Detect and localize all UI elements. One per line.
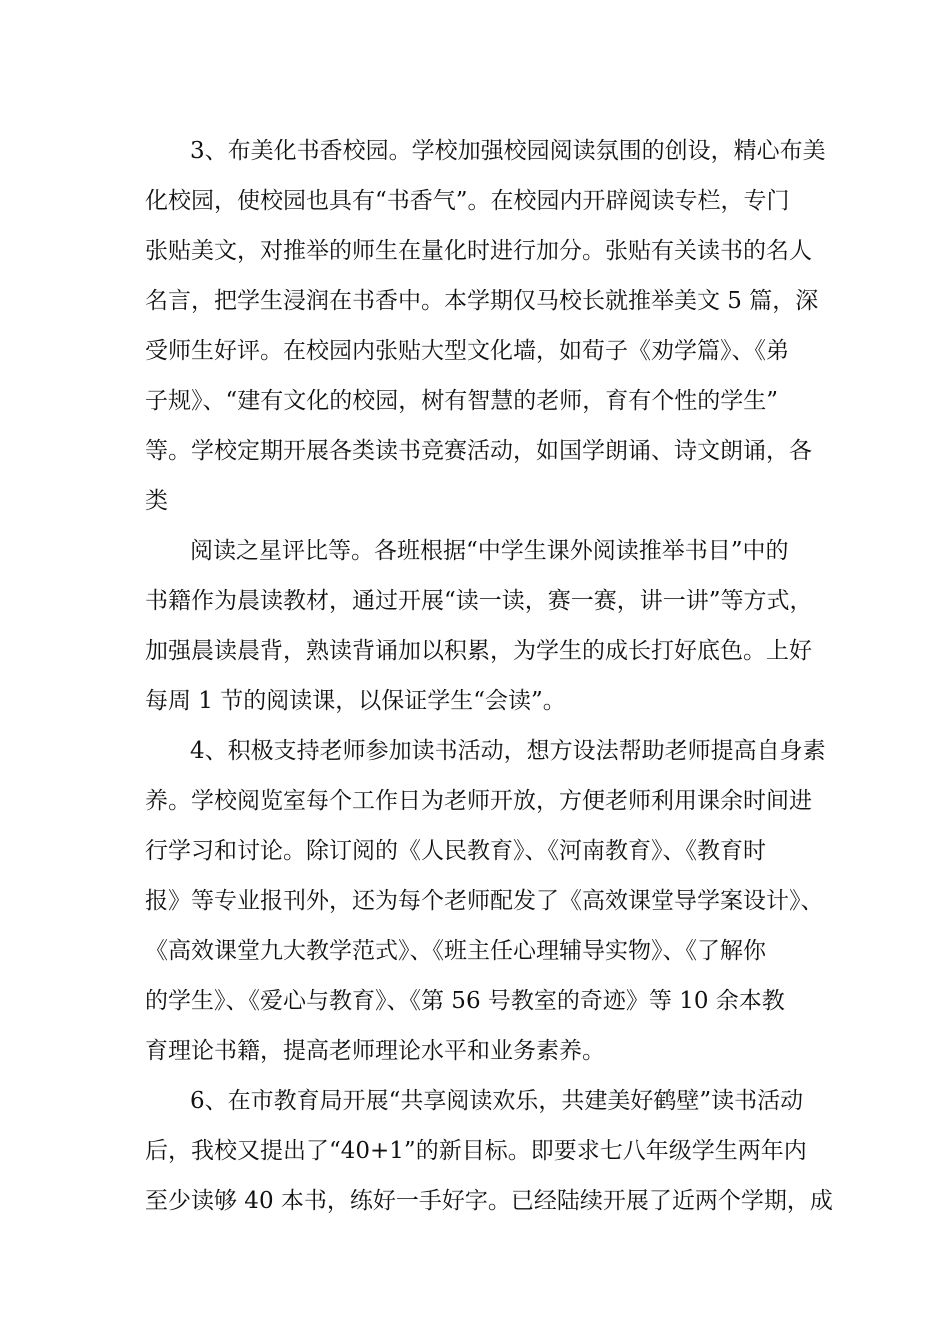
text-line: 育理论书籍，提高老师理论水平和业务素养。 bbox=[145, 1038, 605, 1064]
text-line: 养。学校阅览室每个工作日为老师开放，方便老师利用课余时间进 bbox=[145, 788, 812, 814]
text-line: 4、积极支持老师参加读书活动，想方设法帮助老师提高自身素 bbox=[190, 738, 826, 764]
text-line: 类 bbox=[145, 488, 168, 514]
text-line: 每周 1 节的阅读课，以保证学生“会读”。 bbox=[145, 688, 566, 714]
text-line: 后，我校又提出了“40+1”的新目标。即要求七八年级学生两年内 bbox=[145, 1138, 807, 1164]
text-line: 等。学校定期开展各类读书竞赛活动，如国学朗诵、诗文朗诵，各 bbox=[145, 438, 812, 464]
text-line: 阅读之星评比等。各班根据“中学生课外阅读推举书目”中的 bbox=[190, 538, 789, 564]
text-line: 报》等专业报刊外，还为每个老师配发了《高效课堂导学案设计》、 bbox=[145, 888, 824, 914]
text-line: 子规》、“建有文化的校园，树有智慧的老师，育有个性的学生” bbox=[145, 388, 779, 414]
text-line: 受师生好评。在校园内张贴大型文化墙，如荀子《劝学篇》、《弟 bbox=[145, 338, 789, 364]
text-line: 至少读够 40 本书，练好一手好字。已经陆续开展了近两个学期，成 bbox=[145, 1188, 833, 1214]
text-line: 张贴美文，对推举的师生在量化时进行加分。张贴有关读书的名人 bbox=[145, 238, 812, 264]
text-line: 书籍作为晨读教材，通过开展“读一读，赛一赛，讲一讲”等方式， bbox=[145, 588, 813, 614]
text-line: 加强晨读晨背，熟读背诵加以积累，为学生的成长打好底色。上好 bbox=[145, 638, 812, 664]
text-line: 《高效课堂九大教学范式》、《班主任心理辅导实物》、《了解你 bbox=[145, 938, 766, 964]
text-line: 行学习和讨论。除订阅的《人民教育》、《河南教育》、《教育时 bbox=[145, 838, 766, 864]
text-line: 3、布美化书香校园。学校加强校园阅读氛围的创设，精心布美 bbox=[190, 138, 826, 164]
text-line: 6、在市教育局开展“共享阅读欢乐，共建美好鹤壁”读书活动 bbox=[190, 1088, 804, 1114]
text-line: 的学生》、《爱心与教育》、《第 56 号教室的奇迹》等 10 余本教 bbox=[145, 988, 785, 1014]
text-line: 化校园，使校园也具有“书香气”。在校园内开辟阅读专栏，专门 bbox=[145, 188, 790, 214]
text-line: 名言，把学生浸润在书香中。本学期仅马校长就推举美文 5 篇，深 bbox=[145, 288, 819, 314]
